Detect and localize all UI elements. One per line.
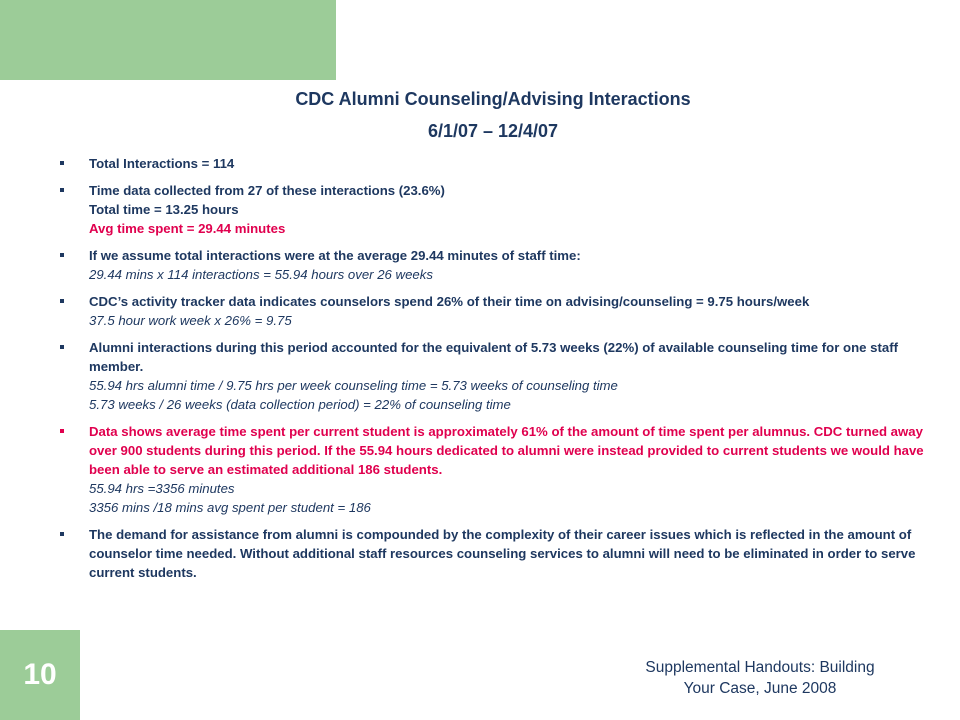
square-bullet-icon xyxy=(60,188,64,192)
bullet-item xyxy=(56,338,926,414)
square-bullet-icon xyxy=(60,429,64,433)
bullet-line: 5.73 weeks / 26 weeks (data collection period) = 22% of counseling time xyxy=(89,397,511,412)
footer-line-1: Supplemental Handouts: Building xyxy=(645,659,875,676)
bullet-line: CDC’s activity tracker data indicates counselors spend 26% of their time on advising/counseling = 9.75 hours/week xyxy=(89,294,810,309)
bullet-line: Avg time spent = 29.44 minutes xyxy=(89,221,286,236)
bullet-line: 55.94 hrs =3356 minutes xyxy=(89,481,235,496)
bullet-item xyxy=(56,292,926,330)
bullet-line: Total Interactions = 114 xyxy=(89,156,235,171)
bullet-item xyxy=(56,525,926,582)
bullet-list xyxy=(56,154,926,582)
bullet-line: Alumni interactions during this period accounted for the equivalent of 5.73 weeks (22%) of available counseling time for one staff member. xyxy=(89,340,898,374)
bullet-line: 37.5 hour work week x 26% = 9.75 xyxy=(89,313,292,328)
bullet-line: 29.44 mins x 114 interactions = 55.94 hours over 26 weeks xyxy=(89,267,433,282)
footer-line-2: Your Case, June 2008 xyxy=(683,680,837,697)
bullet-line: If we assume total interactions were at the average 29.44 minutes of staff time: xyxy=(89,248,581,263)
square-bullet-icon xyxy=(60,345,64,349)
square-bullet-icon xyxy=(60,161,64,165)
bullet-line: 3356 mins /18 mins avg spent per student = 186 xyxy=(89,500,371,515)
footer-caption xyxy=(600,657,920,699)
bullet-item xyxy=(56,154,926,173)
bullet-line: Total time = 13.25 hours xyxy=(89,202,239,217)
slide-title: CDC Alumni Counseling/Advising Interactions xyxy=(295,89,691,109)
slide-date-range: 6/1/07 – 12/4/07 xyxy=(427,121,559,141)
square-bullet-icon xyxy=(60,299,64,303)
bullet-line: Time data collected from 27 of these interactions (23.6%) xyxy=(89,183,445,198)
decorative-green-block-top xyxy=(0,0,336,80)
bullet-line: Data shows average time spent per current student is approximately 61% of the amount of time spent per alumnus. CDC turned away over 900 students during this period. If the 55.94 hours dedicated to alumni were instead provided to current students we would have been able to serve an estimated additional 186 students. xyxy=(89,424,924,477)
bullet-item xyxy=(56,422,926,517)
bullet-line: The demand for assistance from alumni is compounded by the complexity of their career issues which is reflected in the amount of counselor time needed. Without additional staff resources counseling services to alumni will need to be eliminated in order to serve current students. xyxy=(89,527,916,580)
bullet-item xyxy=(56,246,926,284)
square-bullet-icon xyxy=(60,253,64,257)
bullet-item xyxy=(56,181,926,238)
square-bullet-icon xyxy=(60,532,64,536)
slide-number: 10 xyxy=(23,658,57,691)
bullet-line: 55.94 hrs alumni time / 9.75 hrs per week counseling time = 5.73 weeks of counseling time xyxy=(89,378,618,393)
